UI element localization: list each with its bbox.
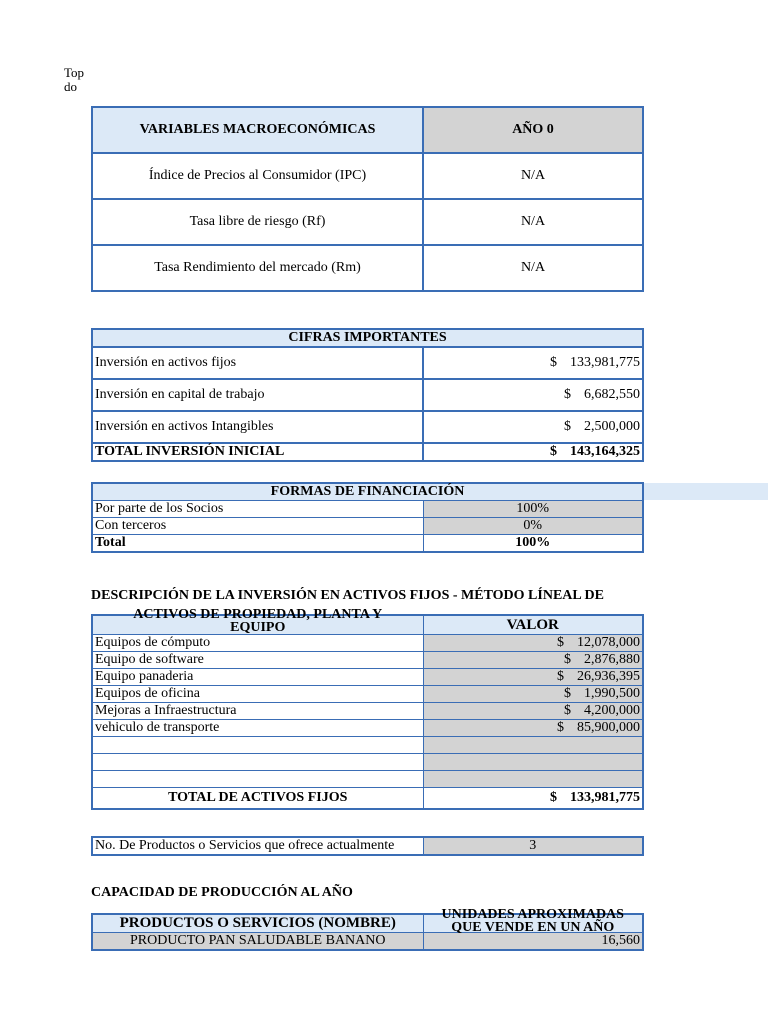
table-row-total: [92, 788, 643, 810]
financiacion-title: FORMAS DE FINANCIACIÓN: [92, 483, 643, 501]
capacidad-section-title: CAPACIDAD DE PRODUCCIÓN AL AÑO: [91, 885, 353, 900]
currency-symbol: $: [557, 635, 564, 650]
currency-symbol: $: [564, 703, 571, 718]
macro-label: Índice de Precios al Consumidor (IPC): [92, 153, 423, 199]
macro-header-year: AÑO 0: [423, 107, 643, 153]
table-row-total: [92, 535, 643, 553]
currency-symbol: $: [550, 355, 558, 370]
table-row-empty: [92, 737, 643, 754]
cifras-label: Inversión en activos Intangibles: [92, 411, 423, 443]
currency-symbol: $: [564, 686, 571, 701]
table-row-empty: [92, 771, 643, 788]
capacidad-col1-header: PRODUCTOS O SERVICIOS (NOMBRE): [92, 914, 423, 933]
activos-section-title: DESCRIPCIÓN DE LA INVERSIÓN EN ACTIVOS FIJOS - MÉTODO LÍNEAL DE: [91, 588, 604, 603]
activos-total-label: TOTAL DE ACTIVOS FIJOS: [92, 788, 423, 810]
activo-value: 4,200,000: [584, 703, 640, 718]
table-row-empty: [92, 754, 643, 771]
productos-value: 3: [423, 837, 643, 855]
cifras-value: 6,682,550: [584, 387, 641, 402]
financiacion-total-value: 100%: [423, 535, 643, 553]
currency-symbol: $: [557, 669, 564, 684]
formas-financiacion-table: [91, 482, 644, 553]
table-row: [92, 245, 643, 291]
table-row-total: [92, 443, 643, 461]
producto-nombre: PRODUCTO PAN SALUDABLE BANANO: [92, 933, 423, 951]
table-row: [92, 379, 643, 411]
macro-value: N/A: [423, 245, 643, 291]
cifras-label: Inversión en activos fijos: [92, 347, 423, 379]
macro-label: Tasa Rendimiento del mercado (Rm): [92, 245, 423, 291]
macro-value: N/A: [423, 199, 643, 245]
financiacion-value: 100%: [423, 501, 643, 518]
table-row: [92, 411, 643, 443]
top-text-fragment: [64, 65, 94, 94]
table-row: [92, 720, 643, 737]
activo-label: Mejoras a Infraestructura: [92, 703, 423, 720]
table-row: [92, 635, 643, 652]
activo-label: Equipo de software: [92, 652, 423, 669]
activos-total-value: 133,981,775: [570, 790, 640, 805]
table-row: [92, 501, 643, 518]
financiacion-value: 0%: [423, 518, 643, 535]
top-fragment-line-2: do: [64, 79, 77, 94]
activos-col2-header: VALOR: [423, 615, 643, 635]
cifras-label: Inversión en capital de trabajo: [92, 379, 423, 411]
currency-symbol: $: [564, 419, 572, 434]
cifras-value: 2,500,000: [584, 419, 641, 434]
cifras-title: CIFRAS IMPORTANTES: [92, 329, 643, 347]
capacidad-produccion-table: [91, 907, 644, 951]
cifras-value: 133,981,775: [570, 355, 641, 370]
activos-col1-header: ACTIVOS DE PROPIEDAD, PLANTA Y EQUIPO: [133, 607, 383, 635]
table-row: [92, 669, 643, 686]
producto-unidades: 16,560: [423, 933, 643, 951]
cifras-total-label: TOTAL INVERSIÓN INICIAL: [92, 443, 423, 461]
macro-header-variables: VARIABLES MACROECONÓMICAS: [92, 107, 423, 153]
numero-productos-table: [91, 836, 644, 856]
activo-value: 2,876,880: [584, 652, 640, 667]
currency-symbol: $: [550, 444, 558, 459]
activos-fijos-table: [91, 607, 644, 810]
productos-label: No. De Productos o Servicios que ofrece actualmente: [92, 837, 423, 855]
currency-symbol: $: [564, 652, 571, 667]
macro-label: Tasa libre de riesgo (Rf): [92, 199, 423, 245]
cifras-importantes-table: [91, 328, 644, 462]
table-row: [92, 837, 643, 855]
financiacion-label: Con terceros: [92, 518, 423, 535]
table-row: [92, 686, 643, 703]
activo-value: 1,990,500: [584, 686, 640, 701]
capacidad-col2-header: UNIDADES APROXIMADAS QUE VENDE EN UN AÑO: [441, 907, 624, 935]
activo-value: 85,900,000: [577, 720, 640, 735]
top-fragment-line-1: Top: [64, 65, 85, 80]
table-row: [92, 703, 643, 720]
table-row: [92, 652, 643, 669]
currency-symbol: $: [557, 720, 564, 735]
cifras-total-value: 143,164,325: [570, 444, 641, 459]
activo-label: vehiculo de transporte: [92, 720, 423, 737]
selection-highlight-band: [642, 483, 768, 500]
activo-label: Equipo panaderia: [92, 669, 423, 686]
activo-label: Equipos de cómputo: [92, 635, 423, 652]
table-row: [92, 347, 643, 379]
activo-label: Equipos de oficina: [92, 686, 423, 703]
currency-symbol: $: [564, 387, 572, 402]
activo-value: 26,936,395: [577, 669, 640, 684]
financiacion-total-label: Total: [92, 535, 423, 553]
macro-variables-table: [91, 106, 644, 292]
table-row: [92, 199, 643, 245]
table-row: [92, 153, 643, 199]
table-row: [92, 518, 643, 535]
financiacion-label: Por parte de los Socios: [92, 501, 423, 518]
currency-symbol: $: [550, 790, 557, 805]
activo-value: 12,078,000: [577, 635, 640, 650]
table-row: [92, 933, 643, 951]
macro-value: N/A: [423, 153, 643, 199]
